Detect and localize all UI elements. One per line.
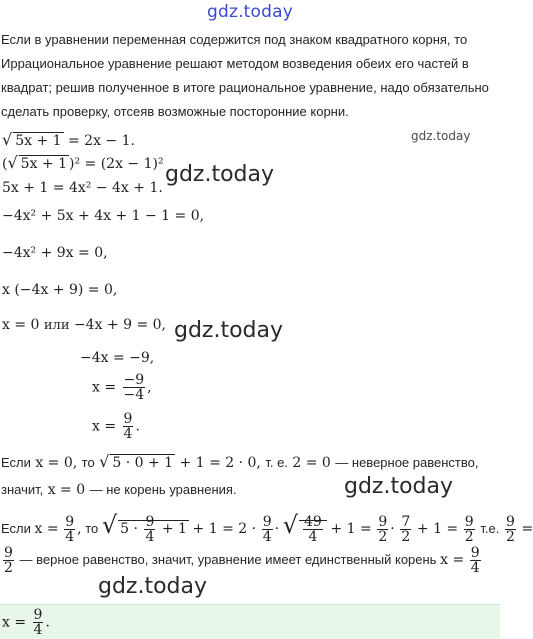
intro-paragraph: Если в уравнении переменная содержится под знаком квадратного корня, то Иррациональное уравнение решают методом возведения обеих его частей в квадрат; решив полученное в итоге рациональное уравнение, надо обязательно сделать проверку, отсеяв возможные посторонние корни. [1,32,489,119]
equation-line-6: x (−4x + 9) = 0, [2,282,118,298]
fraction: $\frac{7}{2}$ [401,514,411,546]
check-line-2: значит, x = 0 — не корень уравнения. [1,482,237,498]
watermark-small: gdz.today [411,129,471,143]
answer-box [0,604,500,639]
watermark-1: gdz.today [165,162,275,187]
fraction: $\frac{9}{4}$ [123,411,133,442]
answer: x = $\frac{9}{4}$ . [2,607,50,638]
watermark-3: gdz.today [344,474,454,499]
fraction: $\frac{9}{2}$ [505,514,515,546]
fraction: $\frac{9}{4}$ [145,513,155,545]
fraction: $\frac{9}{4}$ [33,607,43,638]
fraction: $\frac{9}{2}$ [4,545,13,576]
check-line-3: Если x = $\frac{9}{4}$ , то √ 5 · $\frac{9}{4}$ + 1 + 1 = 2 · $\frac{9}{4}$ · √ $\frac{49}{4}$ + 1 = $\frac{9}{2}$ · $\frac{7}{2}$ + 1 = $\frac{9}{2}$ т.е. $\frac{9}{2}$ = [1,511,533,546]
watermark-top: gdz.today [206,2,294,22]
watermark-4: gdz.today [98,574,208,599]
watermark-2: gdz.today [174,318,284,343]
equation-line-5: −4x² + 9x = 0, [2,245,108,261]
fraction: $\frac{49}{4}$ [303,513,322,545]
check-line-1: Если x = 0, то √ 5 · 0 + 1 + 1 = 2 · 0, т. е. 2 = 0 — неверное равенство, [1,452,479,471]
fraction: $\frac{9}{2}$ [464,514,474,546]
fraction: $\frac{-9}{-4}$ [123,372,145,403]
fraction: $\frac{9}{4}$ [65,514,75,546]
fraction: $\frac{9}{2}$ [378,514,388,546]
equation-line-2: (√ 5x + 1 )² = (2x − 1)² [2,153,164,172]
equation-line-1: √ 5x + 1 = 2x − 1. [2,130,135,149]
check-line-4: $\frac{9}{2}$ — верное равенство, значит, уравнение имеет единственный корень x = $\frac{9}{4}$ [4,545,480,576]
equation-line-4: −4x² + 5x + 4x + 1 − 1 = 0, [2,208,205,224]
equation-line-3: 5x + 1 = 4x² − 4x + 1. [2,180,163,196]
equation-line-10: x = $\frac{9}{4}$ . [92,411,140,442]
equation-line-7: x = 0 или −4x + 9 = 0, [2,317,166,333]
equation-line-8: −4x = −9, [80,350,155,366]
fraction: $\frac{9}{4}$ [262,514,272,546]
fraction: $\frac{9}{4}$ [470,545,480,576]
equation-line-9: x = $\frac{-9}{-4}$ , [92,372,152,403]
